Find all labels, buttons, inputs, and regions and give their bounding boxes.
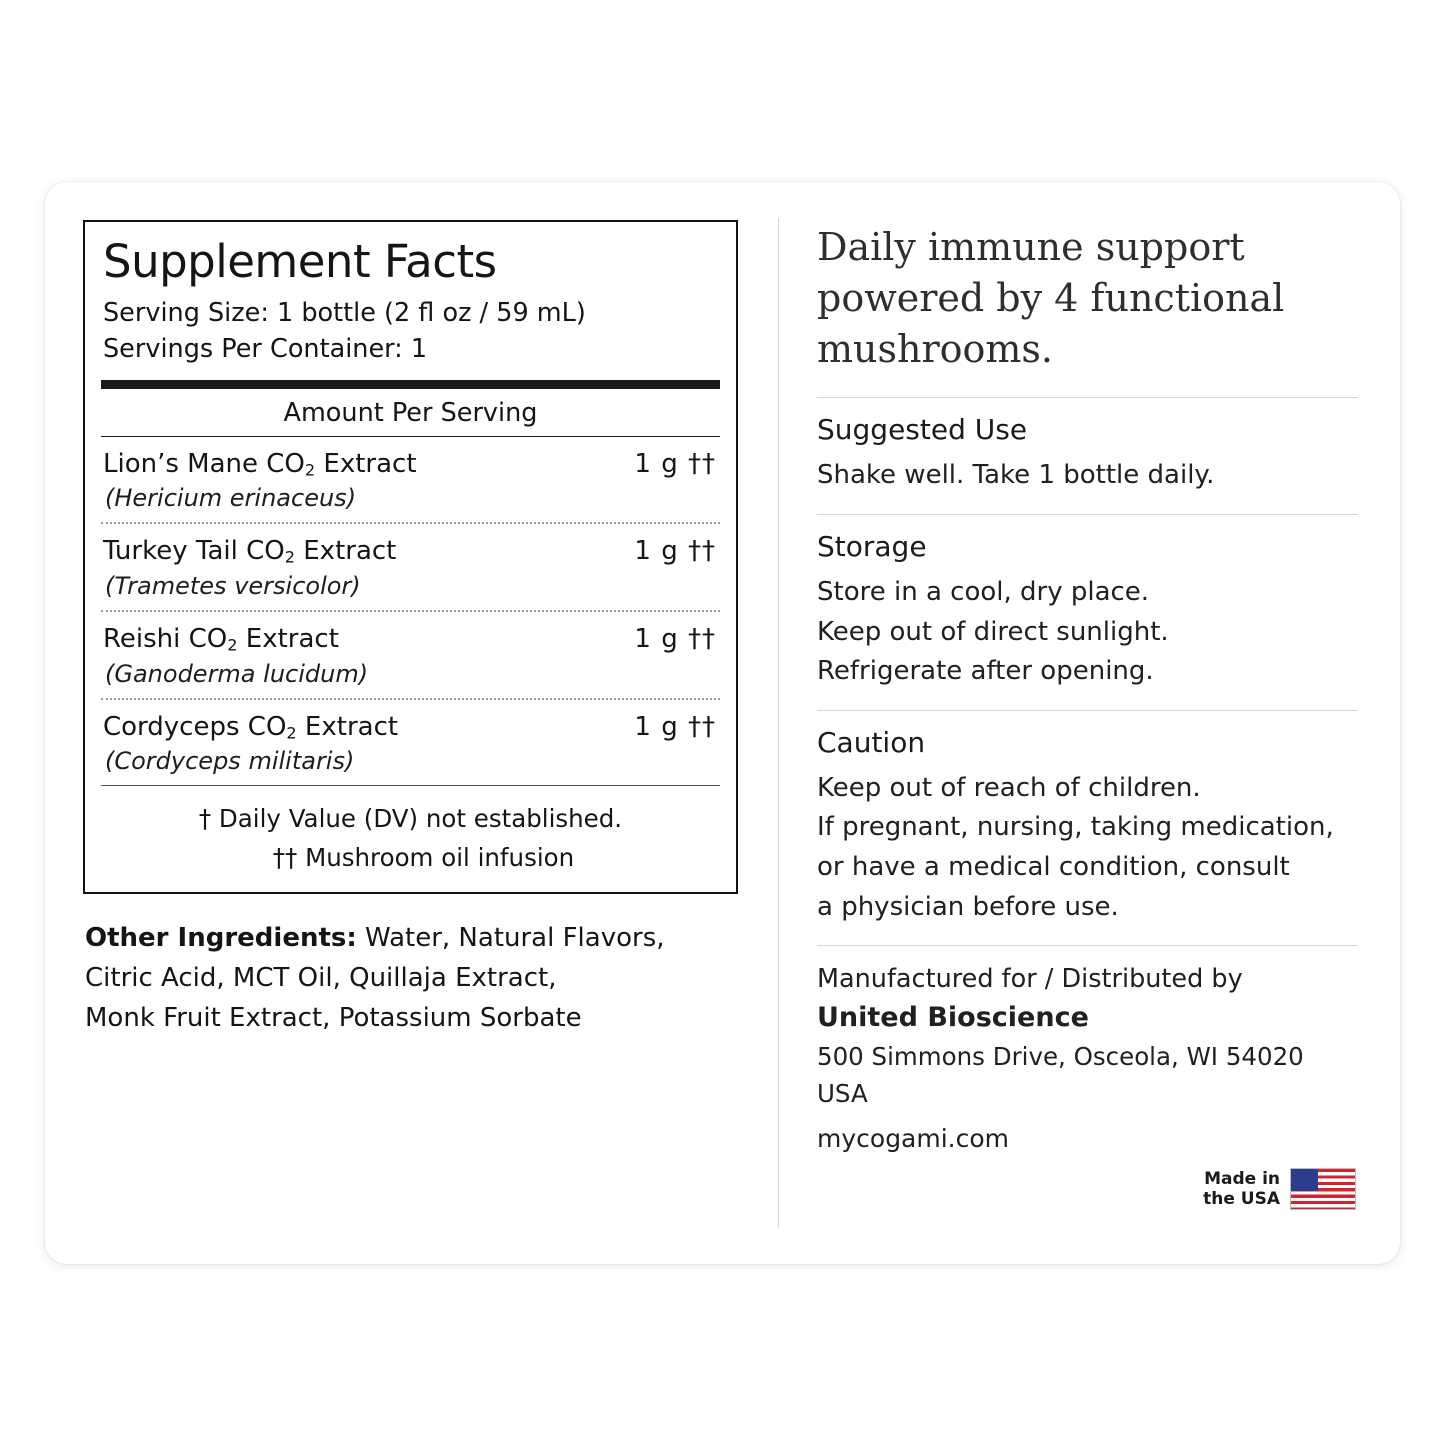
suggested-use-body [817,456,1358,496]
usage-info-column [779,182,1400,1264]
ingredient-main-line [101,624,720,655]
manufacturer-website[interactable]: mycogami.com [817,1124,1010,1154]
ingredient-name-pre: Lion’s Mane CO [103,448,305,479]
marketing-headline: Daily immune support powered by 4 functional mushrooms. [817,225,1285,371]
ingredient-latin-name: (Hericium erinaceus) [105,484,357,513]
manufacturer-prefix: Manufactured for / Distributed by [817,964,1243,995]
ingredient-main-line [101,449,720,480]
caution-line-1: Keep out of reach of children. [817,772,1201,803]
subscript-2: 2 [227,635,238,655]
ingredient-name [103,712,398,743]
storage-title: Storage [817,529,927,563]
ingredient-row [101,524,720,612]
ingredient-name-post: Extract [296,711,399,742]
serving-size-text: Serving Size: 1 bottle (2 fl oz / 59 mL) [103,298,586,329]
caution-body [817,769,1358,927]
ingredient-row [101,700,720,787]
made-in-usa-badge [817,1168,1358,1210]
ingredient-name-pre: Cordyceps CO [103,711,287,742]
label-columns [45,182,1400,1264]
footnote-oil-infusion: †† Mushroom oil infusion [272,843,575,873]
section-divider [817,514,1358,515]
storage-line-3: Refrigerate after opening. [817,656,1154,687]
storage-body [817,573,1358,692]
caution-line-4: a physician before use. [817,891,1119,922]
supplement-facts-title: Supplement Facts [103,235,497,288]
ingredient-name [103,449,417,480]
manufacturer-company: United Bioscience [817,1002,1089,1034]
ingredient-amount: 1 g †† [634,448,716,479]
made-in-usa-text [1203,1169,1280,1209]
amount-per-serving-header: Amount Per Serving [101,389,720,437]
section-divider [817,397,1358,398]
supplement-facts-column [45,182,778,1264]
suggested-use-line-1: Shake well. Take 1 bottle daily. [817,460,1215,491]
other-ingredients [83,918,738,1039]
ingredient-main-line [101,536,720,567]
ingredient-amount: 1 g †† [634,711,716,742]
other-ingredients-line-3: Monk Fruit Extract, Potassium Sorbate [85,1003,582,1034]
subscript-2: 2 [286,723,297,743]
ingredient-latin-name: (Trametes versicolor) [105,572,361,600]
servings-per-container-text: Servings Per Container: 1 [103,334,428,365]
made-in-line-1: Made in [1204,1168,1280,1189]
footnote-daily-value: † Daily Value (DV) not established. [198,804,623,834]
ingredient-amount: 1 g †† [634,536,716,567]
flag-canton [1291,1169,1318,1191]
caution-title: Caution [817,725,926,759]
section-divider [817,710,1358,711]
ingredient-name [103,536,396,567]
ingredient-row [101,437,720,525]
footnotes [101,786,720,877]
made-in-line-2: the USA [1203,1188,1280,1209]
supplement-label-card [45,182,1400,1264]
suggested-use-title: Suggested Use [817,412,1028,446]
ingredient-name-pre: Turkey Tail CO [103,536,285,567]
ingredient-main-line [101,712,720,743]
caution-line-2: If pregnant, nursing, taking medication, [817,812,1334,843]
other-ingredients-label: Other Ingredients: [85,922,357,953]
subscript-2: 2 [304,460,316,480]
ingredient-latin-name: (Cordyceps militaris) [105,747,355,776]
other-ingredients-line-1: Water, Natural Flavors, [356,922,665,953]
other-ingredients-line-2: Citric Acid, MCT Oil, Quillaja Extract, [85,963,557,994]
supplement-facts-panel [83,220,738,894]
ingredient-name-post: Extract [315,448,417,479]
caution-line-3: or have a medical condition, consult [817,851,1290,882]
ingredient-latin-name: (Ganoderma lucidum) [105,659,369,688]
ingredient-row [101,612,720,700]
ingredient-name [103,624,339,655]
thick-rule-divider [101,380,720,389]
storage-line-2: Keep out of direct sunlight. [817,616,1169,647]
manufacturer-block [817,960,1358,1158]
section-divider [817,945,1358,946]
storage-line-1: Store in a cool, dry place. [817,577,1150,608]
us-flag-icon [1290,1168,1356,1210]
ingredient-name-post: Extract [294,536,397,567]
subscript-2: 2 [284,547,295,567]
ingredient-name-post: Extract [237,624,339,654]
ingredient-name-pre: Reishi CO [103,624,228,654]
ingredient-amount: 1 g †† [634,624,716,654]
manufacturer-address: 500 Simmons Drive, Osceola, WI 54020 USA [817,1041,1304,1108]
